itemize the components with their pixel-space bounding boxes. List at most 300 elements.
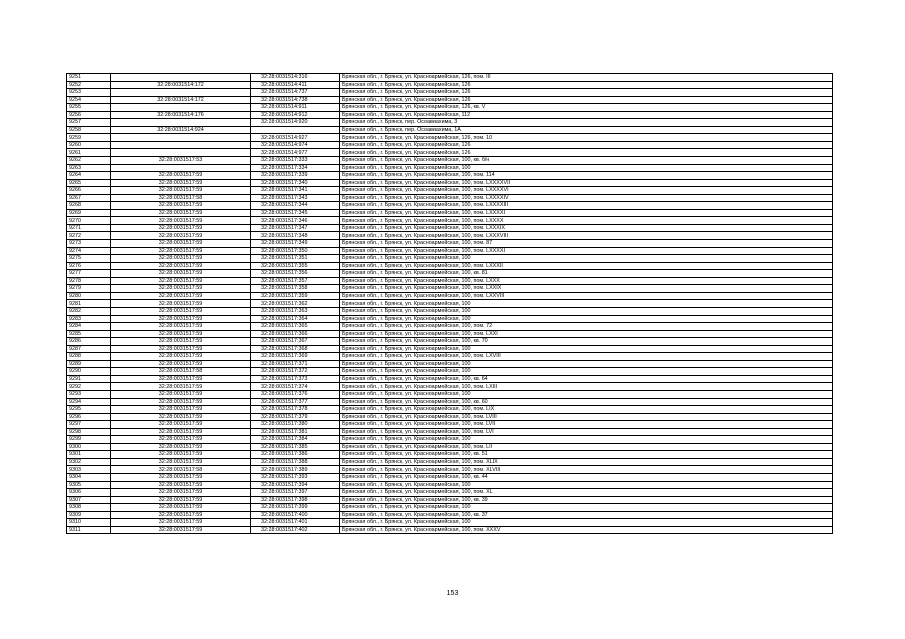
table-row bbox=[67, 126, 833, 134]
address-cell: Брянская обл., г. Брянск, ул. Красноармейская, 100 bbox=[340, 345, 833, 353]
address-cell: Брянская обл., г. Брянск, ул. Красноармейская, 100 bbox=[340, 360, 833, 368]
address-cell: Брянская обл., г. Брянск, ул. Красноармейская, 100, пом. XLIX bbox=[340, 458, 833, 466]
cadastral-number-cell: 32:28:0031517:340 bbox=[251, 179, 340, 187]
parent-cadastral-number-cell: 32:28:0031517:59 bbox=[111, 519, 251, 527]
cadastral-number-cell bbox=[251, 126, 340, 134]
parent-cadastral-number-cell: 32:28:0031517:59 bbox=[111, 300, 251, 308]
parent-cadastral-number-cell bbox=[111, 141, 251, 149]
cadastral-number-cell: 32:28:0031517:351 bbox=[251, 255, 340, 263]
row-number-cell: 9263 bbox=[67, 164, 111, 172]
row-number-cell: 9251 bbox=[67, 74, 111, 82]
address-cell: Брянская обл., г. Брянск, ул. Красноармейская, 100 bbox=[340, 390, 833, 398]
row-number-cell: 9275 bbox=[67, 255, 111, 263]
cadastral-number-cell: 32:28:0031517:350 bbox=[251, 247, 340, 255]
address-cell: Брянская обл., г. Брянск, ул. Красноармейская, 100 bbox=[340, 504, 833, 512]
cadastral-number-cell: 32:28:0031517:334 bbox=[251, 164, 340, 172]
row-number-cell: 9287 bbox=[67, 345, 111, 353]
row-number-cell: 9300 bbox=[67, 443, 111, 451]
parent-cadastral-number-cell: 32:28:0031517:59 bbox=[111, 511, 251, 519]
table-row bbox=[67, 353, 833, 361]
row-number-cell: 9282 bbox=[67, 307, 111, 315]
cadastral-number-cell: 32:28:0031517:378 bbox=[251, 406, 340, 414]
row-number-cell: 9292 bbox=[67, 383, 111, 391]
parent-cadastral-number-cell: 32:28:0031514:172 bbox=[111, 96, 251, 104]
parent-cadastral-number-cell: 32:28:0031517:59 bbox=[111, 496, 251, 504]
row-number-cell: 9273 bbox=[67, 240, 111, 248]
cadastral-number-cell: 32:28:0031514:316 bbox=[251, 74, 340, 82]
parent-cadastral-number-cell: 32:28:0031517:53 bbox=[111, 157, 251, 165]
address-cell: Брянская обл., г. Брянск, ул. Красноармейская, 100, пом. 114 bbox=[340, 172, 833, 180]
address-cell: Брянская обл., г. Брянск, ул. Красноармейская, 100, кв. 60 bbox=[340, 398, 833, 406]
table-row bbox=[67, 179, 833, 187]
cadastral-table bbox=[66, 73, 833, 534]
cadastral-number-cell: 32:28:0031517:402 bbox=[251, 526, 340, 534]
address-cell: Брянская обл., г. Брянск, ул. Красноармейская, 112 bbox=[340, 111, 833, 119]
row-number-cell: 9279 bbox=[67, 285, 111, 293]
table-row bbox=[67, 383, 833, 391]
address-cell: Брянская обл., г. Брянск, ул. Красноармейская, 126, кв. V bbox=[340, 104, 833, 112]
row-number-cell: 9271 bbox=[67, 224, 111, 232]
table-row bbox=[67, 338, 833, 346]
row-number-cell: 9278 bbox=[67, 277, 111, 285]
row-number-cell: 9252 bbox=[67, 81, 111, 89]
address-cell: Брянская обл., г. Брянск, ул. Красноармейская, 126 bbox=[340, 141, 833, 149]
parent-cadastral-number-cell: 32:28:0031517:59 bbox=[111, 473, 251, 481]
cadastral-number-cell: 32:28:0031517:356 bbox=[251, 270, 340, 278]
row-number-cell: 9260 bbox=[67, 141, 111, 149]
table-row bbox=[67, 345, 833, 353]
table-row bbox=[67, 81, 833, 89]
address-cell: Брянская обл., г. Брянск, ул. Красноармейская, 100, пом. 72 bbox=[340, 323, 833, 331]
address-cell: Брянская обл., г. Брянск, ул. Красноармейская, 100 bbox=[340, 519, 833, 527]
cadastral-number-cell: 32:28:0031517:385 bbox=[251, 443, 340, 451]
row-number-cell: 9261 bbox=[67, 149, 111, 157]
parent-cadastral-number-cell: 32:28:0031517:59 bbox=[111, 406, 251, 414]
cadastral-number-cell: 32:28:0031514:974 bbox=[251, 141, 340, 149]
row-number-cell: 9277 bbox=[67, 270, 111, 278]
cadastral-number-cell: 32:28:0031517:393 bbox=[251, 473, 340, 481]
row-number-cell: 9265 bbox=[67, 179, 111, 187]
cadastral-number-cell: 32:28:0031517:399 bbox=[251, 504, 340, 512]
table-row bbox=[67, 443, 833, 451]
cadastral-number-cell: 32:28:0031517:398 bbox=[251, 496, 340, 504]
table-row bbox=[67, 157, 833, 165]
row-number-cell: 9307 bbox=[67, 496, 111, 504]
parent-cadastral-number-cell: 32:28:0031517:59 bbox=[111, 202, 251, 210]
row-number-cell: 9269 bbox=[67, 209, 111, 217]
parent-cadastral-number-cell: 32:28:0031517:59 bbox=[111, 360, 251, 368]
parent-cadastral-number-cell: 32:28:0031517:59 bbox=[111, 292, 251, 300]
parent-cadastral-number-cell: 32:28:0031517:59 bbox=[111, 428, 251, 436]
cadastral-number-cell: 32:28:0031514:977 bbox=[251, 149, 340, 157]
row-number-cell: 9288 bbox=[67, 353, 111, 361]
table-row bbox=[67, 436, 833, 444]
table-row bbox=[67, 526, 833, 534]
row-number-cell: 9284 bbox=[67, 323, 111, 331]
row-number-cell: 9308 bbox=[67, 504, 111, 512]
table-row bbox=[67, 149, 833, 157]
parent-cadastral-number-cell bbox=[111, 134, 251, 142]
row-number-cell: 9258 bbox=[67, 126, 111, 134]
address-cell: Брянская обл., г. Брянск, ул. Красноармейская, 100 bbox=[340, 300, 833, 308]
cadastral-number-cell: 32:28:0031514:738 bbox=[251, 96, 340, 104]
cadastral-number-cell: 32:28:0031514:927 bbox=[251, 134, 340, 142]
parent-cadastral-number-cell: 32:28:0031517:59 bbox=[111, 209, 251, 217]
row-number-cell: 9285 bbox=[67, 330, 111, 338]
row-number-cell: 9255 bbox=[67, 104, 111, 112]
table-row bbox=[67, 247, 833, 255]
cadastral-number-cell: 32:28:0031517:347 bbox=[251, 224, 340, 232]
parent-cadastral-number-cell: 32:28:0031517:59 bbox=[111, 187, 251, 195]
table-row bbox=[67, 224, 833, 232]
cadastral-number-cell: 32:28:0031517:376 bbox=[251, 390, 340, 398]
address-cell: Брянская обл., г. Брянск, ул. Красноармейская, 100, пом. 87 bbox=[340, 240, 833, 248]
address-cell: Брянская обл., г. Брянск, ул. Красноармейская, 100, пом. LXVIII bbox=[340, 353, 833, 361]
cadastral-number-cell: 32:28:0031517:386 bbox=[251, 451, 340, 459]
address-cell: Брянская обл., г. Брянск, ул. Красноармейская, 100, пом. LXXIX bbox=[340, 285, 833, 293]
table-row bbox=[67, 141, 833, 149]
table-row bbox=[67, 104, 833, 112]
parent-cadastral-number-cell bbox=[111, 164, 251, 172]
table-row bbox=[67, 172, 833, 180]
parent-cadastral-number-cell: 32:28:0031517:59 bbox=[111, 398, 251, 406]
address-cell: Брянская обл., г. Брянск, ул. Красноармейская, 100, пом. LVII bbox=[340, 421, 833, 429]
table-row bbox=[67, 240, 833, 248]
parent-cadastral-number-cell: 32:28:0031517:59 bbox=[111, 315, 251, 323]
table-row bbox=[67, 194, 833, 202]
row-number-cell: 9293 bbox=[67, 390, 111, 398]
row-number-cell: 9268 bbox=[67, 202, 111, 210]
cadastral-number-cell: 32:28:0031514:911 bbox=[251, 104, 340, 112]
table-row bbox=[67, 232, 833, 240]
table-row bbox=[67, 473, 833, 481]
table-row bbox=[67, 451, 833, 459]
parent-cadastral-number-cell: 32:28:0031517:58 bbox=[111, 368, 251, 376]
address-cell: Брянская обл., г. Брянск, ул. Красноармейская, 100, пом. LXXXXIII bbox=[340, 202, 833, 210]
address-cell: Брянская обл., г. Брянск, ул. Красноармейская, 100 bbox=[340, 368, 833, 376]
table-row bbox=[67, 466, 833, 474]
parent-cadastral-number-cell: 32:28:0031517:59 bbox=[111, 436, 251, 444]
address-cell: Брянская обл., г. Брянск, ул. Красноармейская, 100, пом. LXXI bbox=[340, 330, 833, 338]
cadastral-number-cell: 32:28:0031517:377 bbox=[251, 398, 340, 406]
parent-cadastral-number-cell: 32:28:0031517:59 bbox=[111, 232, 251, 240]
cadastral-number-cell: 32:28:0031514:737 bbox=[251, 89, 340, 97]
table-row bbox=[67, 74, 833, 82]
cadastral-number-cell: 32:28:0031517:358 bbox=[251, 285, 340, 293]
row-number-cell: 9257 bbox=[67, 119, 111, 127]
cadastral-number-cell: 32:28:0031514:920 bbox=[251, 119, 340, 127]
cadastral-number-cell: 32:28:0031517:359 bbox=[251, 292, 340, 300]
table-row bbox=[67, 421, 833, 429]
cadastral-number-cell: 32:28:0031514:912 bbox=[251, 111, 340, 119]
parent-cadastral-number-cell: 32:28:0031517:59 bbox=[111, 421, 251, 429]
row-number-cell: 9291 bbox=[67, 375, 111, 383]
parent-cadastral-number-cell: 32:28:0031517:59 bbox=[111, 353, 251, 361]
parent-cadastral-number-cell: 32:28:0031517:59 bbox=[111, 323, 251, 331]
row-number-cell: 9296 bbox=[67, 413, 111, 421]
cadastral-number-cell: 32:28:0031517:355 bbox=[251, 262, 340, 270]
row-number-cell: 9280 bbox=[67, 292, 111, 300]
cadastral-number-cell: 32:28:0031517:333 bbox=[251, 157, 340, 165]
address-cell: Брянская обл., г. Брянск, ул. Красноармейская, 100, пом. LXXXX bbox=[340, 217, 833, 225]
parent-cadastral-number-cell: 32:28:0031517:59 bbox=[111, 458, 251, 466]
row-number-cell: 9303 bbox=[67, 466, 111, 474]
parent-cadastral-number-cell: 32:28:0031517:59 bbox=[111, 451, 251, 459]
cadastral-number-cell: 32:28:0031517:343 bbox=[251, 194, 340, 202]
table-row bbox=[67, 202, 833, 210]
parent-cadastral-number-cell: 32:28:0031517:58 bbox=[111, 466, 251, 474]
address-cell: Брянская обл., г. Брянск, ул. Красноармейская, 100, пом. LXXXIX bbox=[340, 224, 833, 232]
row-number-cell: 9256 bbox=[67, 111, 111, 119]
address-cell: Брянская обл., г. Брянск, ул. Красноармейская, 100 bbox=[340, 481, 833, 489]
table-row bbox=[67, 428, 833, 436]
address-cell: Брянская обл., г. Брянск, ул. Красноармейская, 100 bbox=[340, 315, 833, 323]
parent-cadastral-number-cell: 32:28:0031517:59 bbox=[111, 489, 251, 497]
row-number-cell: 9309 bbox=[67, 511, 111, 519]
cadastral-number-cell: 32:28:0031517:349 bbox=[251, 240, 340, 248]
cadastral-number-cell: 32:28:0031517:371 bbox=[251, 360, 340, 368]
address-cell: Брянская обл., г. Брянск, ул. Красноармейская, 100, пом. LVI bbox=[340, 428, 833, 436]
row-number-cell: 9297 bbox=[67, 421, 111, 429]
address-cell: Брянская обл., г. Брянск, ул. Красноармейская, 100 bbox=[340, 164, 833, 172]
parent-cadastral-number-cell: 32:28:0031517:59 bbox=[111, 172, 251, 180]
row-number-cell: 9304 bbox=[67, 473, 111, 481]
table-row bbox=[67, 330, 833, 338]
parent-cadastral-number-cell: 32:28:0031517:59 bbox=[111, 307, 251, 315]
row-number-cell: 9283 bbox=[67, 315, 111, 323]
address-cell: Брянская обл., г. Брянск, пер. Осоавиахима, 3 bbox=[340, 119, 833, 127]
address-cell: Брянская обл., г. Брянск, ул. Красноармейская, 100, пом. LXXX bbox=[340, 277, 833, 285]
table-row bbox=[67, 217, 833, 225]
cadastral-number-cell: 32:28:0031517:348 bbox=[251, 232, 340, 240]
cadastral-number-cell: 32:28:0031514:411 bbox=[251, 81, 340, 89]
row-number-cell: 9266 bbox=[67, 187, 111, 195]
parent-cadastral-number-cell: 32:28:0031517:59 bbox=[111, 240, 251, 248]
row-number-cell: 9270 bbox=[67, 217, 111, 225]
address-cell: Брянская обл., г. Брянск, ул. Красноармейская, 126, пом. III bbox=[340, 74, 833, 82]
cadastral-number-cell: 32:28:0031517:380 bbox=[251, 421, 340, 429]
table-row bbox=[67, 164, 833, 172]
cadastral-number-cell: 32:28:0031517:368 bbox=[251, 345, 340, 353]
cadastral-number-cell: 32:28:0031517:400 bbox=[251, 511, 340, 519]
parent-cadastral-number-cell: 32:28:0031517:59 bbox=[111, 413, 251, 421]
document-page bbox=[66, 73, 832, 534]
row-number-cell: 9290 bbox=[67, 368, 111, 376]
address-cell: Брянская обл., г. Брянск, пер. Осоавиахима, 1А bbox=[340, 126, 833, 134]
row-number-cell: 9274 bbox=[67, 247, 111, 255]
cadastral-number-cell: 32:28:0031517:339 bbox=[251, 172, 340, 180]
row-number-cell: 9305 bbox=[67, 481, 111, 489]
cadastral-number-cell: 32:28:0031517:357 bbox=[251, 277, 340, 285]
table-row bbox=[67, 375, 833, 383]
address-cell: Брянская обл., г. Брянск, ул. Красноармейская, 100, кв. б/н bbox=[340, 157, 833, 165]
table-row bbox=[67, 323, 833, 331]
address-cell: Брянская обл., г. Брянск, ул. Красноармейская, 100, пом. XLVIII bbox=[340, 466, 833, 474]
cadastral-number-cell: 32:28:0031517:379 bbox=[251, 413, 340, 421]
address-cell: Брянская обл., г. Брянск, ул. Красноармейская, 100, кв. 70 bbox=[340, 338, 833, 346]
address-cell: Брянская обл., г. Брянск, ул. Красноармейская, 126 bbox=[340, 96, 833, 104]
table-row bbox=[67, 458, 833, 466]
address-cell: Брянская обл., г. Брянск, ул. Красноармейская, 100 bbox=[340, 307, 833, 315]
parent-cadastral-number-cell: 32:28:0031517:59 bbox=[111, 277, 251, 285]
cadastral-number-cell: 32:28:0031517:344 bbox=[251, 202, 340, 210]
table-row bbox=[67, 209, 833, 217]
address-cell: Брянская обл., г. Брянск, ул. Красноармейская, 100 bbox=[340, 255, 833, 263]
table-row bbox=[67, 368, 833, 376]
parent-cadastral-number-cell: 32:28:0031517:59 bbox=[111, 285, 251, 293]
cadastral-number-cell: 32:28:0031517:397 bbox=[251, 489, 340, 497]
parent-cadastral-number-cell: 32:28:0031514:172 bbox=[111, 81, 251, 89]
page-number: 153 bbox=[446, 590, 459, 597]
table-row bbox=[67, 134, 833, 142]
cadastral-number-cell: 32:28:0031517:345 bbox=[251, 209, 340, 217]
cadastral-number-cell: 32:28:0031517:381 bbox=[251, 428, 340, 436]
parent-cadastral-number-cell: 32:28:0031517:59 bbox=[111, 179, 251, 187]
address-cell: Брянская обл., г. Брянск, ул. Красноармейская, 100, пом. XXXV bbox=[340, 526, 833, 534]
table-row bbox=[67, 285, 833, 293]
row-number-cell: 9253 bbox=[67, 89, 111, 97]
address-cell: Брянская обл., г. Брянск, ул. Красноармейская, 100, пом. XL bbox=[340, 489, 833, 497]
cadastral-number-cell: 32:28:0031517:372 bbox=[251, 368, 340, 376]
row-number-cell: 9294 bbox=[67, 398, 111, 406]
address-cell: Брянская обл., г. Брянск, ул. Красноармейская, 100, кв. 37 bbox=[340, 511, 833, 519]
parent-cadastral-number-cell: 32:28:0031517:59 bbox=[111, 375, 251, 383]
address-cell: Брянская обл., г. Брянск, ул. Красноармейская, 100, пом. LIX bbox=[340, 406, 833, 414]
row-number-cell: 9306 bbox=[67, 489, 111, 497]
parent-cadastral-number-cell bbox=[111, 149, 251, 157]
address-cell: Брянская обл., г. Брянск, ул. Красноармейская, 100, пом. LXXVIII bbox=[340, 292, 833, 300]
parent-cadastral-number-cell: 32:28:0031517:59 bbox=[111, 262, 251, 270]
table-row bbox=[67, 398, 833, 406]
row-number-cell: 9295 bbox=[67, 406, 111, 414]
cadastral-number-cell: 32:28:0031517:367 bbox=[251, 338, 340, 346]
cadastral-number-cell: 32:28:0031517:363 bbox=[251, 307, 340, 315]
table-row bbox=[67, 277, 833, 285]
parent-cadastral-number-cell: 32:28:0031514:176 bbox=[111, 111, 251, 119]
table-row bbox=[67, 262, 833, 270]
address-cell: Брянская обл., г. Брянск, ул. Красноармейская, 126 bbox=[340, 149, 833, 157]
address-cell: Брянская обл., г. Брянск, ул. Красноармейская, 100, пом. LVIII bbox=[340, 413, 833, 421]
table-row bbox=[67, 496, 833, 504]
table-row bbox=[67, 413, 833, 421]
row-number-cell: 9264 bbox=[67, 172, 111, 180]
cadastral-number-cell: 32:28:0031517:346 bbox=[251, 217, 340, 225]
table-row bbox=[67, 111, 833, 119]
address-cell: Брянская обл., г. Брянск, ул. Красноармейская, 100, кв. 81 bbox=[340, 270, 833, 278]
parent-cadastral-number-cell: 32:28:0031517:59 bbox=[111, 526, 251, 534]
parent-cadastral-number-cell: 32:28:0031517:59 bbox=[111, 255, 251, 263]
row-number-cell: 9298 bbox=[67, 428, 111, 436]
parent-cadastral-number-cell: 32:28:0031514:924 bbox=[111, 126, 251, 134]
row-number-cell: 9302 bbox=[67, 458, 111, 466]
row-number-cell: 9289 bbox=[67, 360, 111, 368]
parent-cadastral-number-cell: 32:28:0031517:59 bbox=[111, 443, 251, 451]
parent-cadastral-number-cell bbox=[111, 104, 251, 112]
table-row bbox=[67, 270, 833, 278]
parent-cadastral-number-cell: 32:28:0031517:59 bbox=[111, 345, 251, 353]
cadastral-number-cell: 32:28:0031517:362 bbox=[251, 300, 340, 308]
row-number-cell: 9299 bbox=[67, 436, 111, 444]
table-row bbox=[67, 187, 833, 195]
table-row bbox=[67, 89, 833, 97]
cadastral-number-cell: 32:28:0031517:369 bbox=[251, 353, 340, 361]
address-cell: Брянская обл., г. Брянск, ул. Красноармейская, 100, пом. LII bbox=[340, 443, 833, 451]
row-number-cell: 9310 bbox=[67, 519, 111, 527]
parent-cadastral-number-cell: 32:28:0031517:58 bbox=[111, 194, 251, 202]
table-row bbox=[67, 390, 833, 398]
row-number-cell: 9259 bbox=[67, 134, 111, 142]
table-row bbox=[67, 504, 833, 512]
parent-cadastral-number-cell bbox=[111, 74, 251, 82]
parent-cadastral-number-cell: 32:28:0031517:59 bbox=[111, 338, 251, 346]
table-row bbox=[67, 292, 833, 300]
parent-cadastral-number-cell: 32:28:0031517:59 bbox=[111, 330, 251, 338]
address-cell: Брянская обл., г. Брянск, ул. Красноармейская, 100, кв. 39 bbox=[340, 496, 833, 504]
row-number-cell: 9272 bbox=[67, 232, 111, 240]
row-number-cell: 9262 bbox=[67, 157, 111, 165]
cadastral-number-cell: 32:28:0031517:341 bbox=[251, 187, 340, 195]
table-row bbox=[67, 519, 833, 527]
parent-cadastral-number-cell: 32:28:0031517:59 bbox=[111, 217, 251, 225]
address-cell: Брянская обл., г. Брянск, ул. Красноармейская, 100, кв. 51 bbox=[340, 451, 833, 459]
parent-cadastral-number-cell: 32:28:0031517:59 bbox=[111, 383, 251, 391]
row-number-cell: 9281 bbox=[67, 300, 111, 308]
table-row bbox=[67, 255, 833, 263]
table-row bbox=[67, 360, 833, 368]
row-number-cell: 9286 bbox=[67, 338, 111, 346]
cadastral-number-cell: 32:28:0031517:366 bbox=[251, 330, 340, 338]
cadastral-number-cell: 32:28:0031517:401 bbox=[251, 519, 340, 527]
table-row bbox=[67, 315, 833, 323]
address-cell: Брянская обл., г. Брянск, ул. Красноармейская, 100, пом. LXXXXVII bbox=[340, 179, 833, 187]
table-row bbox=[67, 96, 833, 104]
row-number-cell: 9311 bbox=[67, 526, 111, 534]
address-cell: Брянская обл., г. Брянск, ул. Красноармейская, 100, кв. 64 bbox=[340, 375, 833, 383]
row-number-cell: 9267 bbox=[67, 194, 111, 202]
parent-cadastral-number-cell bbox=[111, 89, 251, 97]
cadastral-number-cell: 32:28:0031517:384 bbox=[251, 436, 340, 444]
row-number-cell: 9301 bbox=[67, 451, 111, 459]
table-row bbox=[67, 406, 833, 414]
table-row bbox=[67, 307, 833, 315]
parent-cadastral-number-cell: 32:28:0031517:59 bbox=[111, 270, 251, 278]
cadastral-number-cell: 32:28:0031517:374 bbox=[251, 383, 340, 391]
parent-cadastral-number-cell: 32:28:0031517:59 bbox=[111, 390, 251, 398]
cadastral-number-cell: 32:28:0031517:365 bbox=[251, 323, 340, 331]
parent-cadastral-number-cell: 32:28:0031517:59 bbox=[111, 504, 251, 512]
table-row bbox=[67, 489, 833, 497]
address-cell: Брянская обл., г. Брянск, ул. Красноармейская, 100, пом. LXIII bbox=[340, 383, 833, 391]
address-cell: Брянская обл., г. Брянск, ул. Красноармейская, 100, пом. LXXXVIII bbox=[340, 232, 833, 240]
address-cell: Брянская обл., г. Брянск, ул. Красноармейская, 100, пом. LXXXXI bbox=[340, 247, 833, 255]
table-row bbox=[67, 119, 833, 127]
parent-cadastral-number-cell: 32:28:0031517:59 bbox=[111, 224, 251, 232]
cadastral-number-cell: 32:28:0031517:394 bbox=[251, 481, 340, 489]
address-cell: Брянская обл., г. Брянск, ул. Красноармейская, 100, пом. LXXXXI bbox=[340, 209, 833, 217]
table-row bbox=[67, 511, 833, 519]
address-cell: Брянская обл., г. Брянск, ул. Красноармейская, 100, пом. LXXXII bbox=[340, 262, 833, 270]
row-number-cell: 9276 bbox=[67, 262, 111, 270]
address-cell: Брянская обл., г. Брянск, ул. Красноармейская, 126 bbox=[340, 81, 833, 89]
address-cell: Брянская обл., г. Брянск, ул. Красноармейская, 100, пом. LXXXXIV bbox=[340, 194, 833, 202]
cadastral-number-cell: 32:28:0031517:364 bbox=[251, 315, 340, 323]
cadastral-number-cell: 32:28:0031517:373 bbox=[251, 375, 340, 383]
parent-cadastral-number-cell: 32:28:0031517:59 bbox=[111, 247, 251, 255]
cadastral-number-cell: 32:28:0031517:389 bbox=[251, 466, 340, 474]
table-body bbox=[67, 74, 833, 534]
address-cell: Брянская обл., г. Брянск, ул. Красноармейская, 100 bbox=[340, 436, 833, 444]
cadastral-number-cell: 32:28:0031517:388 bbox=[251, 458, 340, 466]
